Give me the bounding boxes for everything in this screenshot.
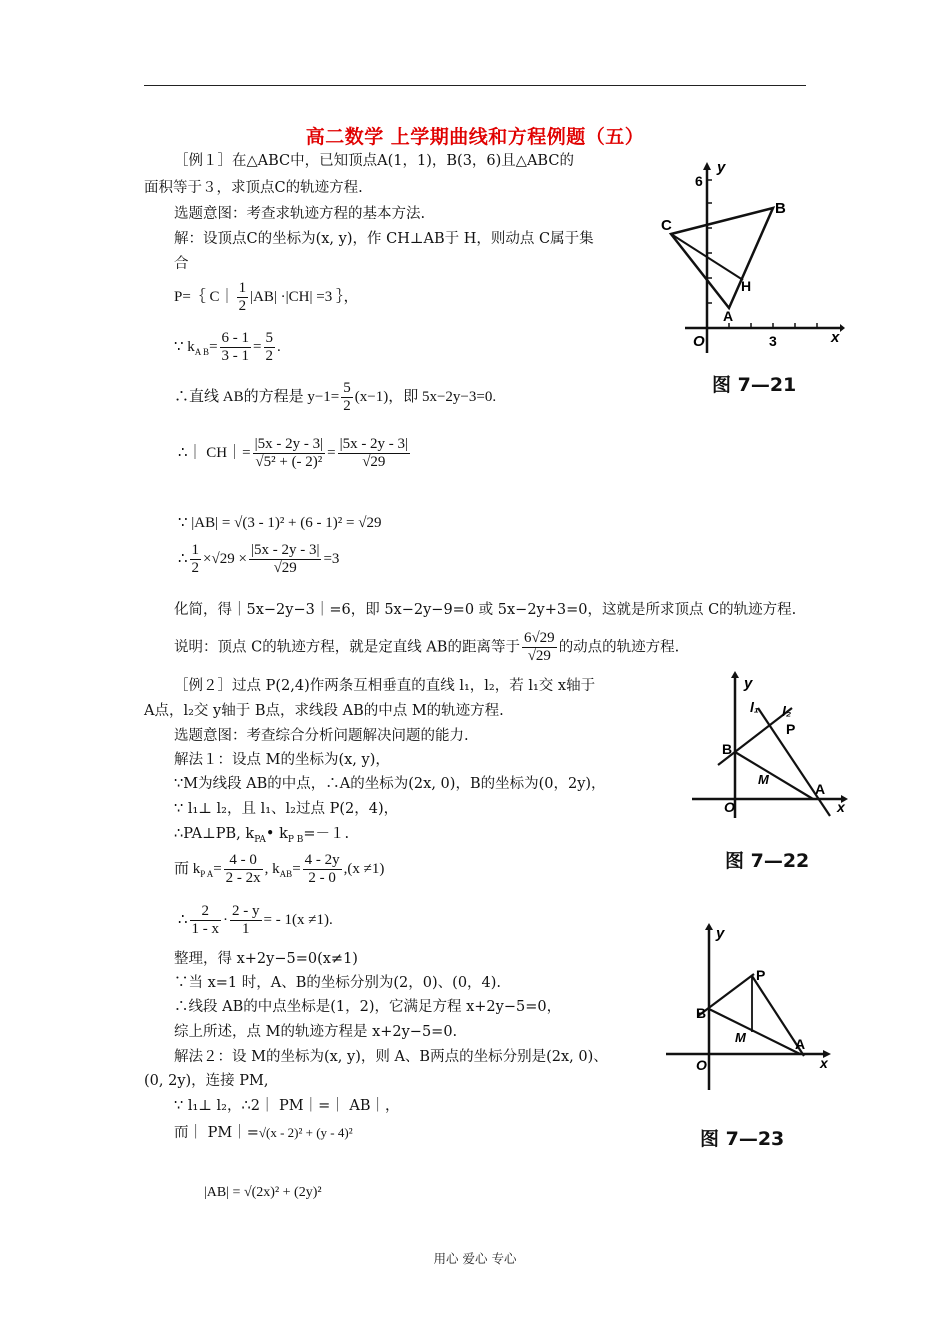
y-axis-arrow — [731, 671, 739, 678]
segment-ab — [735, 752, 813, 799]
set-fraction — [237, 280, 249, 315]
slope-subscript: A B — [194, 346, 210, 357]
figure-7-21 — [655, 158, 845, 358]
line-eq-den: 2 — [343, 398, 351, 414]
label-O: O — [696, 1057, 707, 1073]
ex2-midpoint: ∵M为线段 AB的中点，∴A的坐标为(2x, 0)，B的坐标为(0，2y)， — [174, 776, 606, 792]
area-den-1: 2 — [191, 560, 200, 576]
label-B: B — [722, 741, 733, 757]
area-fraction-1 — [190, 542, 202, 577]
ex2-simplify: 整理，得 x+2y−5=0(x≠1) — [174, 951, 358, 967]
slope-end: . — [277, 338, 281, 355]
label-x: x — [831, 329, 840, 346]
slope-product-mid: • k — [265, 826, 288, 842]
note-fraction — [522, 630, 557, 665]
pm-expression: √(x - 2)² + (y - 4)² — [258, 1125, 353, 1140]
label-P: P — [786, 721, 796, 737]
label-C: C — [661, 217, 672, 234]
label-B: B — [696, 1005, 707, 1021]
line-eq-prefix: ∴直线 AB的方程是 y−1= — [174, 388, 340, 405]
figure-7-22-caption: 图 7—22 — [725, 850, 810, 872]
ex1-line-equation — [174, 380, 496, 415]
note-num: 6√29 — [523, 630, 555, 646]
slope-prefix: ∵ k — [174, 338, 195, 355]
kpa-num: 4 - 0 — [224, 852, 263, 870]
ex1-slope-formula — [174, 330, 281, 365]
prod-fraction-1 — [190, 903, 222, 938]
ch-num-2: |5x - 2y - 3| — [339, 436, 409, 452]
label-y: y — [716, 925, 725, 942]
set-denominator: 2 — [238, 298, 247, 314]
figure-7-22 — [688, 668, 850, 818]
figure-7-22-diagram — [688, 668, 850, 818]
area-num-2: |5x - 2y - 3| — [250, 542, 320, 558]
ch-prefix: ∴｜ CH｜= — [178, 444, 251, 461]
kab-den: 2 - 0 — [308, 870, 336, 886]
set-prefix: P=｛ C｜ — [174, 288, 235, 305]
ex1-ch-formula — [178, 436, 412, 471]
pm-prefix: 而｜ PM｜= — [174, 1125, 259, 1141]
set-suffix: |AB| ·|CH| =3 ｝， — [250, 288, 359, 305]
area-mid: ×√29 × — [203, 550, 247, 567]
figure-7-21-diagram — [655, 158, 845, 358]
ex1-intent: 选题意图：考查求轨迹方程的基本方法. — [174, 206, 426, 222]
kab-fraction — [303, 852, 342, 887]
slope-den-2: 2 — [265, 348, 273, 364]
label-6: 6 — [695, 173, 703, 189]
slope-product-end: =－１. — [303, 826, 350, 842]
ex2-conclusion: 综上所述，点 M的轨迹方程是 x+2y−5=0. — [174, 1024, 458, 1040]
label-x: x — [820, 1055, 828, 1071]
prod-mid: · — [223, 911, 229, 928]
kpa-den: 2 - 2x — [225, 870, 261, 886]
set-numerator: 1 — [238, 280, 247, 296]
ex1-line2: 面积等于３，求顶点C的轨迹方程. — [144, 180, 363, 196]
ex1-set-formula — [174, 280, 358, 315]
ex1-line1: ［例１］在△ABC中，已知顶点A(1，1)，B(3，6)且△ABC的 — [174, 153, 574, 169]
area-suffix: =3 — [323, 550, 340, 567]
ex1-solution-cont: 合 — [174, 256, 189, 272]
figure-7-23 — [660, 918, 840, 1090]
label-y: y — [744, 675, 753, 692]
y-axis-arrow — [705, 923, 713, 930]
ex2-intent: 选题意图：考查综合分析问题解决问题的能力. — [174, 728, 469, 744]
kpa-prefix: 而 k — [174, 860, 201, 877]
kab-eq: = — [292, 860, 301, 877]
prod-den-1: 1 - x — [191, 921, 220, 937]
label-H: H — [741, 278, 752, 294]
prod-prefix: ∴ — [178, 911, 188, 928]
label-A: A — [795, 1036, 806, 1052]
page-title: 高二数学 上学期曲线和方程例题（五） — [305, 126, 645, 148]
label-x: x — [837, 799, 845, 815]
figure-7-23-diagram — [660, 918, 840, 1090]
kab-num: 4 - 2y — [304, 852, 340, 868]
slope-fraction-1 — [220, 330, 252, 365]
note-suffix: 的动点的轨迹方程. — [558, 639, 680, 656]
ch-fraction-1 — [253, 436, 326, 471]
kab-suffix: ,(x ≠1) — [343, 860, 385, 877]
y-axis-arrow — [703, 162, 711, 170]
area-prefix: ∴ — [178, 550, 188, 567]
prod-den-2: 1 — [242, 921, 250, 937]
ex2-pm-length — [174, 1124, 353, 1142]
figure-7-23-caption: 图 7—23 — [700, 1128, 785, 1150]
label-M: M — [758, 772, 769, 787]
label-P: P — [756, 967, 766, 983]
ex2-slopes-formula — [174, 852, 384, 887]
label-l1: l₁ — [750, 699, 759, 715]
note-prefix: 说明：顶点 C的轨迹方程，就是定直线 AB的距离等于 — [174, 639, 520, 656]
x-axis-arrow — [840, 324, 845, 332]
kpa-eq: = — [213, 860, 222, 877]
ex1-note — [174, 630, 679, 665]
figure-7-21-caption: 图 7—21 — [712, 374, 797, 396]
header-rule — [144, 85, 806, 86]
page-footer: 用心 爱心 专心 — [433, 1251, 517, 1266]
ex2-ab-length: |AB| = √(2x)² + (2y)² — [204, 1185, 322, 1200]
label-A: A — [723, 308, 734, 324]
slope-eq: = — [209, 338, 218, 355]
label-3: 3 — [769, 333, 777, 349]
ex2-perp: ∵ l₁⊥ l₂，且 l₁、l₂过点 P(2，4)， — [174, 801, 399, 817]
prod-fraction-2 — [230, 903, 262, 938]
ex2-pm-ab-relation: ∵ l₁⊥ l₂，∴2｜ PM｜=｜ AB｜， — [174, 1098, 400, 1114]
note-den: √29 — [527, 648, 551, 664]
slope-num-2: 5 — [265, 330, 273, 346]
slope-product-a: ∴PA⊥PB, k — [174, 826, 255, 842]
ch-den-2: √29 — [362, 454, 386, 470]
ex2-line1: ［例２］过点 P(2,4)作两条互相垂直的直线 l₁，l₂，若 l₁交 x轴于 — [174, 678, 596, 694]
label-O: O — [724, 799, 735, 815]
label-B: B — [775, 200, 786, 217]
ex2-line2: A点，l₂交 y轴于 B点，求线段 AB的中点 M的轨迹方程. — [144, 703, 504, 719]
line-eq-num: 5 — [343, 380, 351, 396]
ex2-product-formula — [178, 903, 333, 938]
kab-subscript: AB — [279, 868, 293, 879]
line-eq-fraction — [341, 380, 353, 415]
ex1-solution: 解：设顶点C的坐标为(x, y)，作 CH⊥AB于 H，则动点 C属于集 — [174, 231, 594, 247]
ch-den-1: √5² + (- 2)² — [255, 454, 323, 470]
ex1-simplify: 化简，得｜5x−2y−3｜=6，即 5x−2y−9=0 或 5x−2y+3=0，这就是所求顶点 C的轨迹方程. — [174, 602, 797, 618]
label-y: y — [717, 159, 726, 176]
ch-fraction-2 — [338, 436, 411, 471]
segment-ab — [709, 1009, 800, 1054]
kpa-subscript: P A — [200, 868, 214, 879]
line-pb — [698, 974, 754, 1016]
label-O: O — [693, 333, 705, 350]
slope-product-sub1: PA — [254, 834, 266, 845]
kpa-fraction — [224, 852, 263, 887]
ch-num-1: |5x - 2y - 3| — [254, 436, 324, 452]
area-den-2: √29 — [273, 560, 297, 576]
ch-eq: = — [327, 444, 336, 461]
slope-eq-2: = — [253, 338, 262, 355]
area-fraction-2 — [249, 542, 322, 577]
line-eq-suffix: (x−1)，即 5x−2y−3=0. — [354, 388, 497, 405]
label-l2: l₂ — [782, 703, 792, 719]
label-A: A — [815, 781, 826, 797]
ex2-midpoint-check: ∴线段 AB的中点坐标是(1，2)，它满足方程 x+2y−5=0， — [174, 999, 562, 1015]
label-M: M — [735, 1030, 746, 1045]
area-num-1: 1 — [191, 542, 200, 558]
ex1-ab-length: ∵ |AB| = √(3 - 1)² + (6 - 1)² = √29 — [178, 515, 382, 531]
prod-num-2: 2 - y — [232, 903, 260, 919]
slope-num-1: 6 - 1 — [221, 330, 250, 346]
kab-prefix: , k — [264, 860, 280, 877]
ex1-area-formula — [178, 542, 339, 577]
ex2-method2-cont: (0, 2y)，连接 PM, — [144, 1073, 269, 1089]
ex2-slope-product — [174, 825, 349, 849]
ex2-when-x1: ∵当 x=1 时，A、B的坐标分别为(2，0)、(0，4). — [174, 975, 502, 991]
prod-suffix: = - 1(x ≠1). — [263, 911, 333, 928]
slope-fraction-2 — [264, 330, 276, 365]
slope-den-1: 3 - 1 — [221, 348, 250, 364]
ex2-method2: 解法２：设 M的坐标为(x, y)，则 A、B两点的坐标分别是(2x, 0)、 — [174, 1049, 608, 1065]
triangle-abc — [671, 208, 773, 308]
prod-num-1: 2 — [190, 903, 222, 921]
slope-product-sub2: P B — [287, 834, 304, 845]
ex2-method1: 解法１：设点 M的坐标为(x, y)， — [174, 752, 390, 768]
